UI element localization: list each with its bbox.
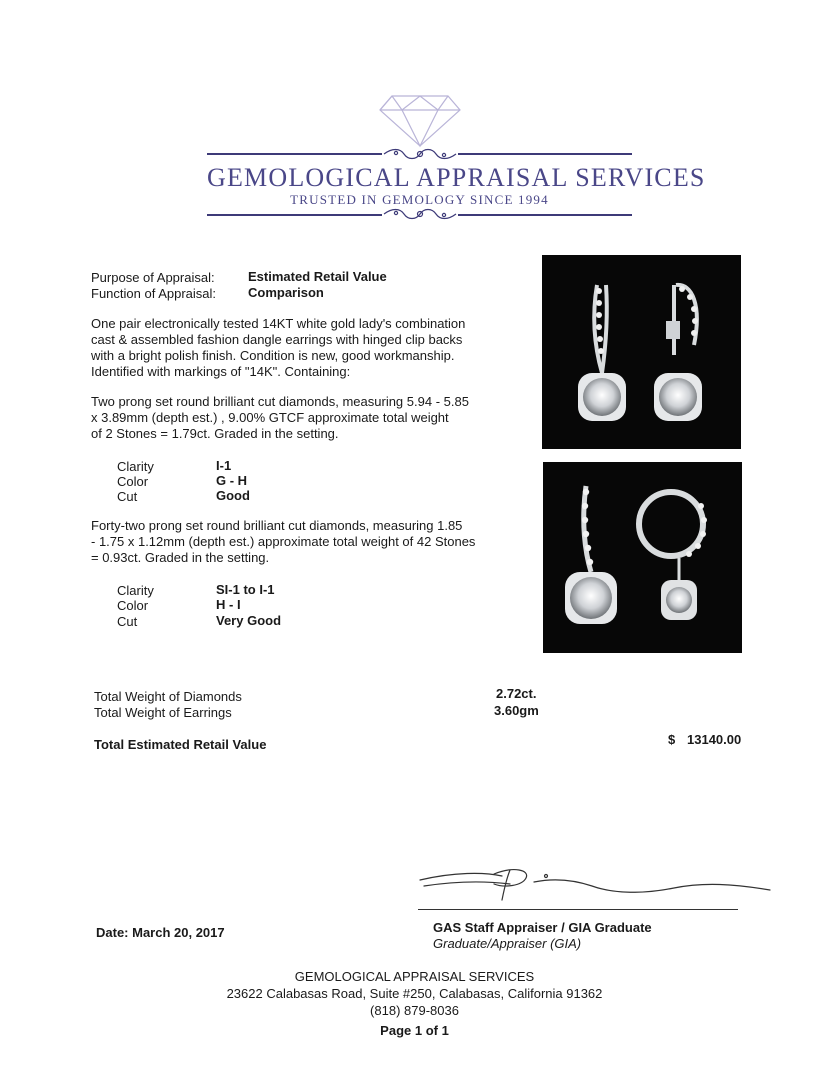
diamond-logo-icon bbox=[378, 94, 462, 148]
signature-line bbox=[418, 909, 738, 910]
grading-1-cut-value: Good bbox=[216, 488, 250, 503]
grading-1-clarity-label: Clarity bbox=[117, 459, 154, 474]
total-retail-value-label: Total Estimated Retail Value bbox=[94, 737, 267, 752]
appraiser-title: GAS Staff Appraiser / GIA Graduate bbox=[433, 920, 652, 935]
function-value: Comparison bbox=[248, 285, 324, 300]
item-description: One pair electronically tested 14KT white gold lady's combination cast & assembled fashion dangle earrings with hinged clip backs with a bright polish finish. Condition is new, good workmanship. Identified with markings of "14K". Containing: bbox=[91, 316, 466, 379]
grading-2-cut-value: Very Good bbox=[216, 613, 282, 628]
grading-1-color-label: Color bbox=[117, 474, 149, 489]
accent-stone-description: Forty-two prong set round brilliant cut diamonds, measuring 1.85 - 1.75 x 1.12mm (depth est.) approximate total weight of 42 Stones = 0.93ct. Graded in the setting. bbox=[91, 518, 476, 565]
purpose-value: Estimated Retail Value bbox=[248, 269, 387, 284]
flourish-ornament-icon bbox=[382, 148, 458, 160]
signature-image bbox=[414, 862, 774, 906]
total-diamond-weight-value: 2.72ct. bbox=[496, 686, 537, 701]
footer-phone: (818) 879-8036 bbox=[370, 1003, 459, 1018]
grading-2-cut-label: Cut bbox=[117, 614, 138, 629]
grading-2-clarity-label: Clarity bbox=[117, 583, 154, 598]
earrings-photo-side bbox=[543, 462, 742, 653]
company-tagline: TRUSTED IN GEMOLOGY SINCE 1994 bbox=[290, 192, 549, 207]
footer-address: 23622 Calabasas Road, Suite #250, Calabasas, California 91362 bbox=[226, 986, 603, 1001]
center-stone-description: Two prong set round brilliant cut diamonds, measuring 5.94 - 5.85 x 3.89mm (depth est.) , 9.00% GTCF approximate total weight of 2 Stones = 1.79ct. Graded in the setting. bbox=[91, 394, 469, 441]
appraisal-date: Date: March 20, 2017 bbox=[96, 925, 225, 940]
footer-company: GEMOLOGICAL APPRAISAL SERVICES bbox=[294, 969, 535, 984]
total-earring-weight-value: 3.60gm bbox=[494, 703, 539, 718]
earring-image-icon bbox=[542, 255, 741, 449]
grading-1-color-value: G - H bbox=[216, 473, 248, 488]
earring-image-icon bbox=[543, 462, 742, 653]
footer bbox=[0, 968, 829, 1039]
grading-1-clarity-value: I-1 bbox=[216, 458, 232, 473]
total-diamond-weight-label: Total Weight of Diamonds bbox=[94, 689, 242, 704]
company-title: GEMOLOGICAL APPRAISAL SERVICES bbox=[207, 163, 706, 192]
grading-2-color-value: H - I bbox=[216, 597, 241, 612]
flourish-ornament-icon bbox=[382, 207, 458, 221]
appraiser-subtitle: Graduate/Appraiser (GIA) bbox=[433, 936, 582, 951]
grading-1-cut-label: Cut bbox=[117, 489, 138, 504]
retail-currency-symbol: $ bbox=[668, 732, 676, 747]
page-number: Page 1 of 1 bbox=[380, 1023, 449, 1038]
grading-2-color-label: Color bbox=[117, 598, 149, 613]
total-earring-weight-label: Total Weight of Earrings bbox=[94, 705, 232, 720]
total-retail-value: 13140.00 bbox=[687, 732, 742, 747]
earrings-photo-front bbox=[542, 255, 741, 449]
grading-2-clarity-value: SI-1 to I-1 bbox=[216, 582, 275, 597]
function-label: Function of Appraisal: bbox=[91, 286, 217, 301]
purpose-label: Purpose of Appraisal: bbox=[91, 270, 215, 285]
